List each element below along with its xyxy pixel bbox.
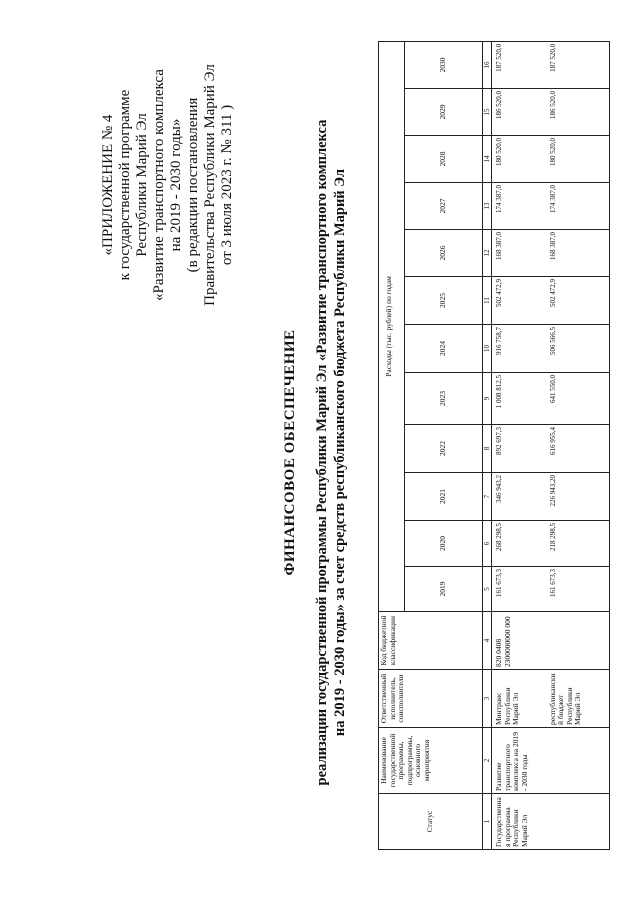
value-2029: 186 520,0: [492, 89, 548, 136]
row-name: Развитие транспортного комплекса на 2019 - 2030 годы: [492, 728, 610, 794]
column-number: 11: [482, 277, 492, 325]
appendix-line: Правительства Республики Марий Эл: [202, 64, 218, 306]
header-year-2025: 2025: [404, 277, 482, 325]
value-2025: 502 472,9: [548, 277, 610, 325]
column-number: 1: [482, 794, 492, 850]
value-2023: 641 550,0: [548, 373, 610, 425]
header-expenses: Расходы (тыс. рублей) по годам: [379, 41, 405, 611]
header-code: Код бюджетной классификации: [379, 612, 483, 670]
column-number: 10: [482, 325, 492, 373]
header-year-2029: 2029: [404, 89, 482, 136]
column-number: 8: [482, 425, 492, 473]
header-year-2026: 2026: [404, 230, 482, 277]
value-2019: 161 673,3: [492, 567, 548, 612]
value-2028: 180 520,0: [548, 136, 610, 183]
appendix-line: к государственной программе: [117, 89, 133, 281]
header-year-2023: 2023: [404, 373, 482, 425]
value-2023: 1 008 812,5: [492, 373, 548, 425]
value-2030: 187 520,0: [548, 41, 610, 88]
column-number: 4: [482, 612, 492, 670]
row-status: Государственная программа Республики Марий Эл: [492, 794, 610, 850]
value-2029: 186 520,0: [548, 89, 610, 136]
appendix-line: Республики Марий Эл: [134, 113, 150, 257]
header-year-2030: 2030: [404, 41, 482, 88]
value-2019: 161 673,3: [548, 567, 610, 612]
financing-table: [378, 41, 610, 850]
row-code: 820 0408 2300000000 000: [492, 612, 548, 670]
column-number: 14: [482, 136, 492, 183]
column-number: 7: [482, 473, 492, 521]
column-number: 12: [482, 230, 492, 277]
column-number: 16: [482, 41, 492, 88]
header-year-2024: 2024: [404, 325, 482, 373]
header-executor: Ответственный исполнитель, соисполнители: [379, 670, 483, 728]
appendix-line: на 2019 - 2030 годы»: [168, 118, 184, 252]
column-number: 6: [482, 521, 492, 567]
value-2030: 187 520,0: [492, 41, 548, 88]
appendix-line: от 3 июля 2023 г. № 311 ): [219, 104, 235, 266]
header-name: Наименование государственной программы, подпрограммы, основного мероприятия: [379, 728, 483, 794]
value-2026: 168 387,0: [548, 230, 610, 277]
document-subtitle: [313, 0, 349, 905]
column-number: 13: [482, 183, 492, 230]
header-year-2027: 2027: [404, 183, 482, 230]
column-number: 9: [482, 373, 492, 425]
value-2021: 346 943,2: [492, 473, 548, 521]
header-year-2019: 2019: [404, 567, 482, 612]
value-2022: 892 697,3: [492, 425, 548, 473]
header-year-2020: 2020: [404, 521, 482, 567]
value-2026: 168 387,0: [492, 230, 548, 277]
appendix-line: (в редакции постановления: [185, 97, 201, 273]
column-number: 3: [482, 670, 492, 728]
row-executor: республиканский бюджет Республики Марий Эл: [548, 670, 610, 728]
appendix-line: «Развитие транспортного комплекса: [151, 69, 167, 301]
header-year-2028: 2028: [404, 136, 482, 183]
row-code: [548, 612, 610, 670]
value-2027: 174 387,0: [548, 183, 610, 230]
header-year-2022: 2022: [404, 425, 482, 473]
appendix-note: [100, 25, 236, 345]
table-row: [492, 41, 548, 849]
column-number: 15: [482, 89, 492, 136]
value-2020: 268 298,5: [492, 521, 548, 567]
value-2025: 502 472,9: [492, 277, 548, 325]
header-status: Статус: [379, 794, 483, 850]
value-2028: 180 520,0: [492, 136, 548, 183]
row-executor: Минтранс Республики Марий Эл: [492, 670, 548, 728]
subtitle-line-2: на 2019 - 2030 годы» за счет средств республиканского бюджета Республики Марий Эл: [332, 168, 348, 737]
value-2021: 226 943,20: [548, 473, 610, 521]
column-number: 2: [482, 728, 492, 794]
document-title: ФИНАНСОВОЕ ОБЕСПЕЧЕНИЕ: [282, 329, 298, 576]
value-2024: 506 566,5: [548, 325, 610, 373]
value-2024: 916 758,7: [492, 325, 548, 373]
column-number-row: [482, 41, 492, 849]
column-number: 5: [482, 567, 492, 612]
document-heading: [282, 0, 349, 905]
value-2020: 218 298,5: [548, 521, 610, 567]
subtitle-line-1: реализации государственной программы Республики Марий Эл «Развитие транспортного комплекса: [314, 119, 330, 786]
appendix-line: «ПРИЛОЖЕНИЕ № 4: [100, 114, 116, 256]
value-2027: 174 387,0: [492, 183, 548, 230]
value-2022: 616 955,4: [548, 425, 610, 473]
header-year-2021: 2021: [404, 473, 482, 521]
